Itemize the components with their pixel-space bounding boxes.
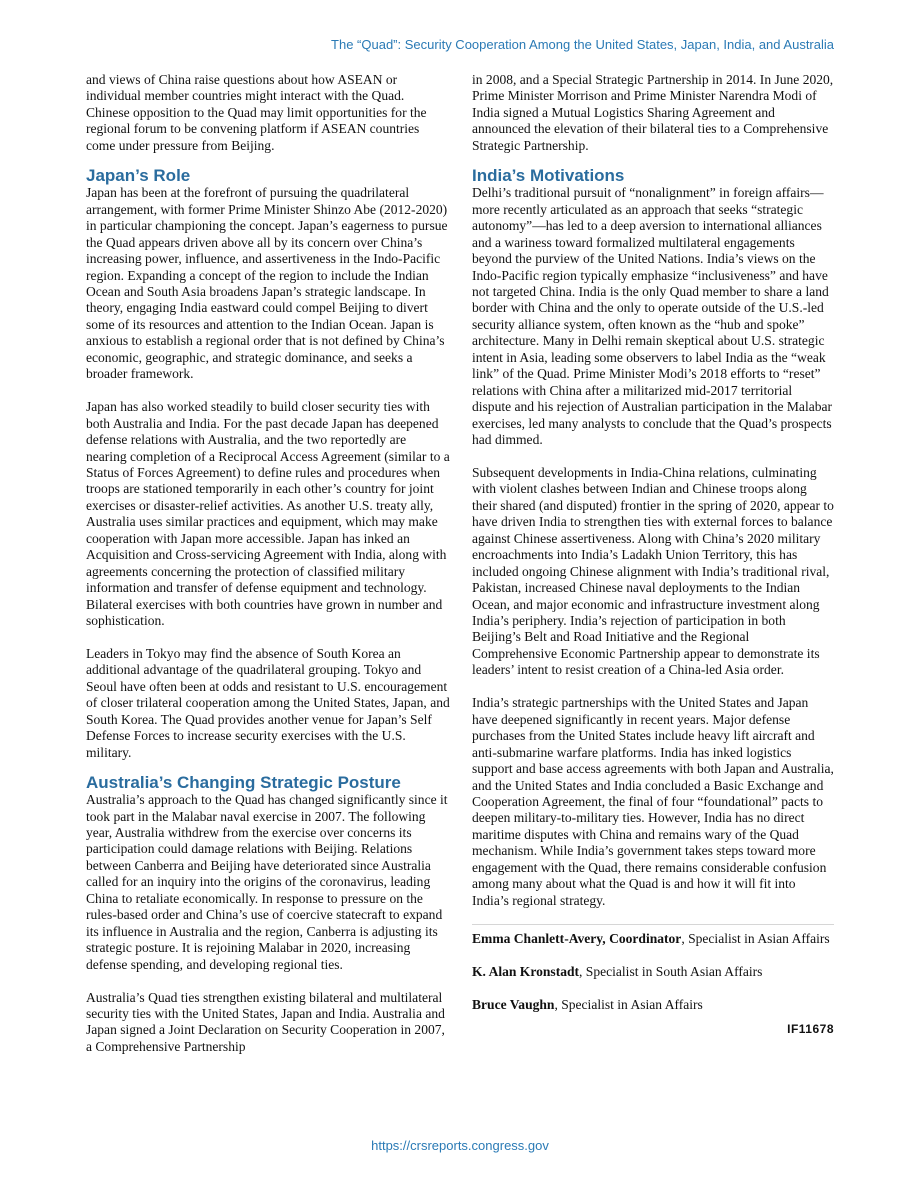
- india-paragraph-3: India’s strategic partnerships with the United States and Japan have deepened significantly in recent years. Major defense purchases from the United States include heavy lift aircraft and anti-submarine warfare platforms. India has inked logistics support and base access agreements with both Japan and Australia, and the United States and India concluded a Basic Exchange and Cooperation Agreement, the final of four “foundational” pacts to deepen military-to-military ties. However, India has no direct maritime disputes with China and remains wary of the Quad mechanism. While India’s government takes steps toward more engagement with the Quad, there remains considerable confusion among many about what the Quad is and how it will fit into India’s regional strategy.: [472, 695, 834, 908]
- author-name-2: K. Alan Kronstadt: [472, 964, 580, 980]
- right-column: [472, 72, 834, 1038]
- left-column: [86, 72, 450, 1055]
- intro-paragraph: and views of China raise questions about how ASEAN or individual member countries might interact with the Quad. Chinese opposition to the Quad may limit opportunities for the regional forum to be convening platform if ASEAN countries come under pressure from Beijing.: [86, 72, 427, 153]
- continued-paragraph: in 2008, and a Special Strategic Partnership in 2014. In June 2020, Prime Minister Morrison and Prime Minister Narendra Modi of India signed a Mutual Logistics Sharing Agreement and announced the elevation of their bilateral ties to a Comprehensive Strategic Partnership.: [472, 72, 834, 153]
- australia-paragraph-1: Australia’s approach to the Quad has changed significantly since it took part in the Malabar naval exercise in 2007. The following year, Australia withdrew from the exercise over concerns its participation could damage relations with Beijing. Relations between Canberra and Beijing have deteriorated since Australia called for an inquiry into the origins of the coronavirus, leading China to retaliate economically. In response to pressure on the rules-based order and China’s use of coercive statecraft to expand its influence in Australia and the region, Canberra is adjusting its strategic posture. It is rejoining Malabar in 2020, increasing defense spending, and developing regional ties.: [86, 792, 448, 972]
- author-name-1: Emma Chanlett-Avery, Coordinator: [472, 931, 682, 947]
- author-line-1: [472, 931, 834, 947]
- australia-paragraph-2: Australia’s Quad ties strengthen existing bilateral and multilateral security ties with the United States, Japan and India. Australia and Japan signed a Joint Declaration on Security Cooperation in 2007, a Comprehensive Partnership: [86, 989, 445, 1054]
- japan-paragraph-1: Japan has been at the forefront of pursuing the quadrilateral arrangement, with former Prime Minister Shinzo Abe (2012-2020) in particular championing the concept. Japan’s eagerness to pursue the Quad appears driven above all by its concern over China’s increasing power, influence, and assertiveness in the Indo-Pacific region. Expanding a concept of the region to include the Indian Ocean and South Asia broadens Japan’s strategic landscape. In theory, engaging India eastward could compel Beijing to divert some of its resources and attention to the Indian Ocean. Japan is anxious to establish a regional order that is not defined by China’s economic, geographic, and strategic dominance, and seeks a broader framework.: [86, 185, 448, 382]
- author-name-3: Bruce Vaughn: [472, 996, 555, 1012]
- running-header-title: The “Quad”: Security Cooperation Among the United States, Japan, India, and Australia: [331, 37, 834, 52]
- header-divider: [86, 60, 834, 61]
- india-paragraph-1: Delhi’s traditional pursuit of “nonalignment” in foreign affairs—more recently articulated as an approach that seeks “strategic autonomy”—has led to a deep aversion to international alliances and a wariness toward formalized multilateral engagements beyond the purview of the United Nations. India’s views on the Indo-Pacific region typically emphasize “inclusiveness” and have not targeted China. India is the only Quad member to share a land border with China and the only to operate outside of the U.S.-led security alliance system, often known as the “hub and spoke” architecture. Many in Delhi remain skeptical about U.S. strategic intent in Asia, leading some observers to label India as the “weak link” of the Quad. Prime Minister Modi’s 2018 efforts to “reset” relations with China after a militarized mid-2017 territorial dispute and his rejection of Australian participation in the Malabar exercises, led many analysts to conclude that the Quad’s prospects had dimmed.: [472, 185, 833, 448]
- india-paragraph-2: Subsequent developments in India-China relations, culminating with violent clashes between Indian and Chinese troops along their shared (and disputed) frontier in the spring of 2020, appear to have driven India to strengthen ties with external forces to balance against Chinese assertiveness. Along with China’s 2020 military encroachments into India’s Ladakh Union Territory, this has included ongoing Chinese alignment with India’s traditional rival, Pakistan, increased Chinese naval deployments to the Indian Ocean, and major economic and infrastructure investment along India’s periphery. India’s rejection of participation in both Beijing’s Belt and Road Initiative and the Regional Comprehensive Economic Partnership appear to demonstrate its leaders’ intent to resist creation of a China-led Asia order.: [472, 464, 834, 678]
- author-line-3: [472, 997, 834, 1013]
- section-heading-japan: Japan’s Role: [86, 166, 191, 186]
- japan-paragraph-2: Japan has also worked steadily to build closer security ties with both Australia and India. For the past decade Japan has deepened defense relations with Australia, and the two reportedly are nearing completion of a Reciprocal Access Agreement (similar to a Status of Forces Agreement) to define rules and procedures when troops are stationed temporarily in each other’s country for joint exercises or disaster-relief activities. As another U.S. treaty ally, Australia uses similar practices and equipment, which may make cooperation with Japan more accessible. Japan has inked an Acquisition and Cross-servicing Agreement with India, along with agreements concerning the protection of classified military information and transfer of defense equipment and technology. Bilateral exercises with both countries have grown in number and sophistication.: [86, 399, 450, 629]
- author-divider: [472, 924, 834, 925]
- author-title-2: , Specialist in South Asian Affairs: [579, 964, 763, 980]
- report-id: IF11678: [787, 1022, 834, 1037]
- author-title-3: , Specialist in Asian Affairs: [554, 996, 703, 1012]
- section-heading-india: India’s Motivations: [472, 166, 625, 186]
- footer-url-link[interactable]: https://crsreports.congress.gov: [371, 1138, 549, 1153]
- author-line-2: [472, 964, 834, 980]
- section-heading-australia: Australia’s Changing Strategic Posture: [86, 773, 401, 793]
- japan-paragraph-3: Leaders in Tokyo may find the absence of South Korea an additional advantage of the quadrilateral grouping. Tokyo and Seoul have often been at odds and resistant to U.S. encouragement of closer trilateral cooperation among the United States, Japan, and South Korea. The Quad provides another venue for Japan’s Self Defense Forces to increase security exercises with the U.S. military.: [86, 645, 450, 760]
- author-title-1: , Specialist in Asian Affairs: [681, 931, 830, 947]
